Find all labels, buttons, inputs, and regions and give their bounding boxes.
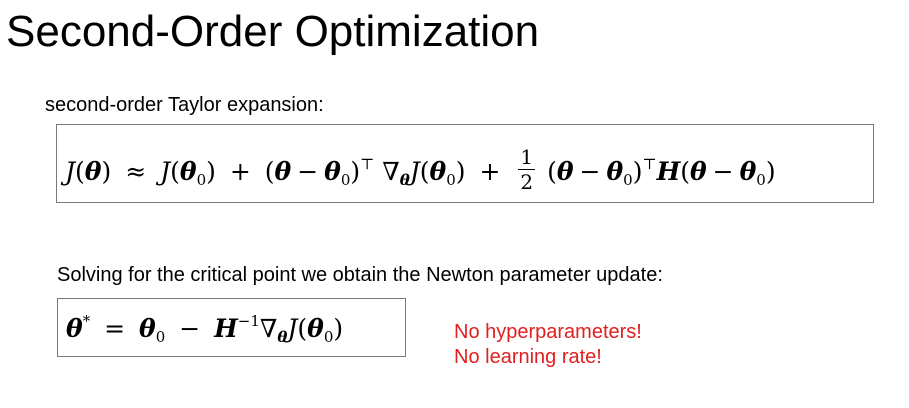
notes-block — [454, 320, 642, 370]
newton-label: Solving for the critical point we obtain the Newton parameter update: — [57, 264, 663, 286]
note-no-hyperparameters: No hyperparameters! — [454, 321, 642, 343]
newton-equation: θ* = θ0 − H−1∇θJ(θ0) — [66, 312, 344, 346]
taylor-equation-box — [56, 124, 874, 203]
taylor-equation: J(θ) ≈ J(θ0) + (θ − θ0)⊤ ∇θJ(θ0) + $\frac{1}{2}$ (θ − θ0)⊤H(θ − θ0) — [65, 145, 776, 194]
note-no-learning-rate: No learning rate! — [454, 346, 602, 368]
slide-title: Second-Order Optimization — [6, 7, 540, 56]
newton-equation-box — [57, 298, 406, 357]
one-half-fraction: $\frac{1}{2}$ — [520, 145, 534, 194]
taylor-label: second-order Taylor expansion: — [45, 94, 324, 116]
